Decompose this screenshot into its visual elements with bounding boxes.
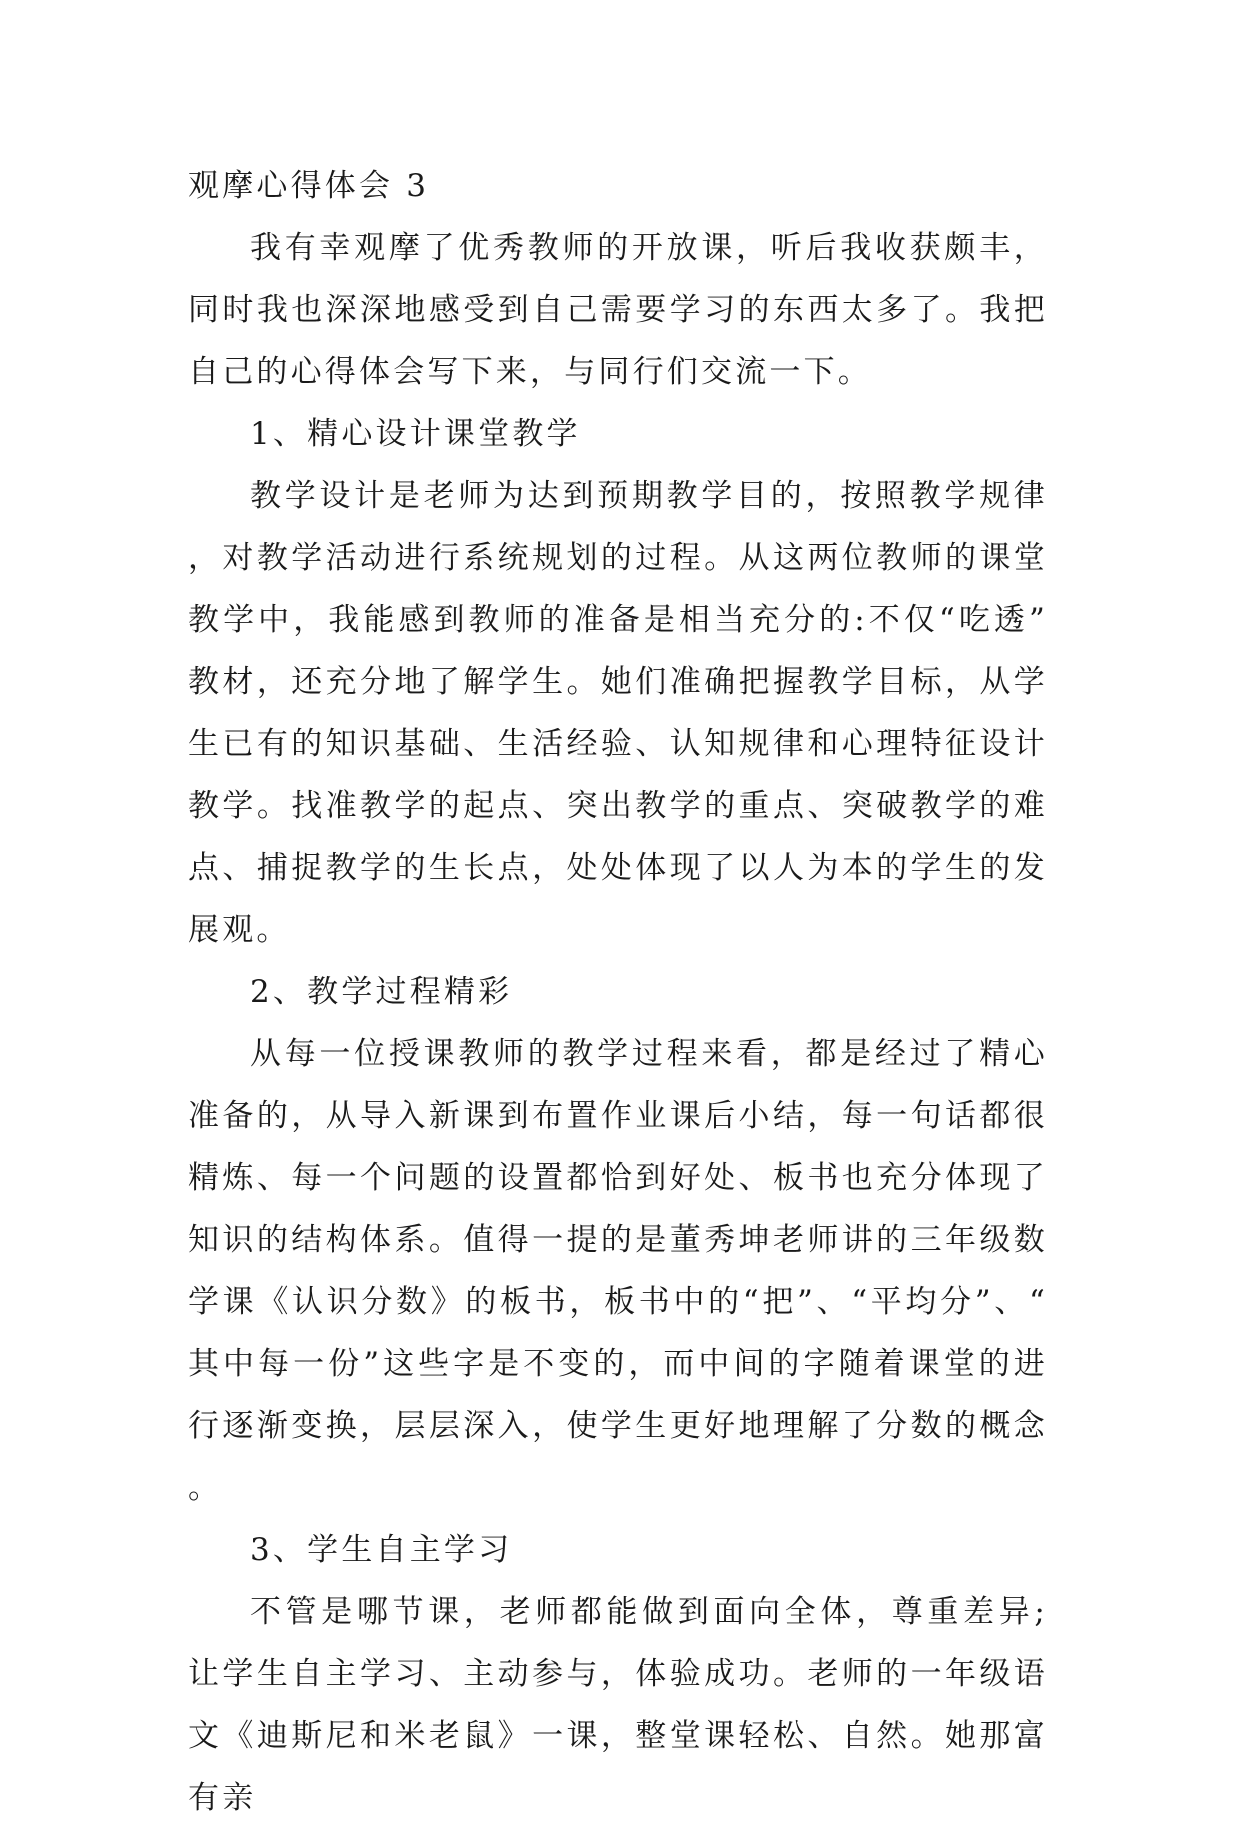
document-body [188,155,1048,1829]
document-title: 观摩心得体会 3 [188,168,430,204]
paragraph-section-2: 从每一位授课教师的教学过程来看，都是经过了精心准备的，从导入新课到布置作业课后小结，每一句话都很精炼、每一个问题的设置都恰到好处、板书也充分体现了知识的结构体系。值得一提的是董秀坤老师讲的三年级数学课《认识分数》的板书，板书中的“把”、“平均分”、“其中每一份”这些字是不变的，而中间的字随着课堂的进行逐渐变换，层层深入，使学生更好地理解了分数的概念。 [188,1036,1048,1506]
section-heading-2: 2、教学过程精彩 [250,974,513,1010]
paragraph-section-1: 教学设计是老师为达到预期教学目的，按照教学规律，对教学活动进行系统规划的过程。从这两位教师的课堂教学中，我能感到教师的准备是相当充分的:不仅“吃透”教材，还充分地了解学生。她们准确把握教学目标，从学生已有的知识基础、生活经验、认知规律和心理特征设计教学。找准教学的起点、突出教学的重点、突破教学的难点、捕捉教学的生长点，处处体现了以人为本的学生的发展观。 [188,478,1048,948]
section-heading-3: 3、学生自主学习 [250,1532,513,1568]
paragraph-section-3: 不管是哪节课，老师都能做到面向全体，尊重差异;让学生自主学习、主动参与，体验成功。老师的一年级语文《迪斯尼和米老鼠》一课，整堂课轻松、自然。她那富有亲 [188,1594,1048,1816]
paragraph-intro: 我有幸观摩了优秀教师的开放课，听后我收获颇丰，同时我也深深地感受到自己需要学习的东西太多了。我把自己的心得体会写下来，与同行们交流一下。 [188,230,1048,390]
section-heading-1: 1、精心设计课堂教学 [250,416,581,452]
